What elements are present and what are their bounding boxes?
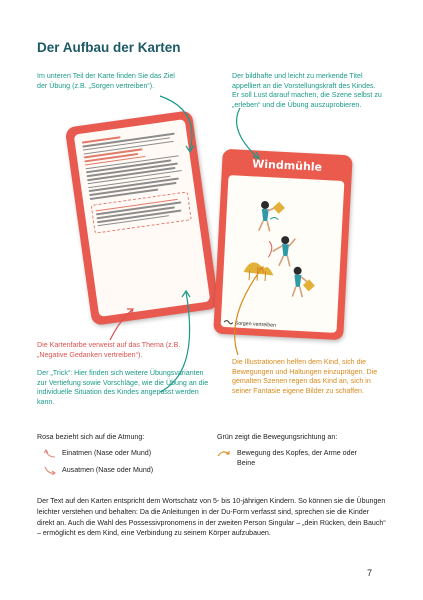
card-illustration-area	[221, 175, 345, 333]
legend-movement	[217, 449, 367, 468]
inhale-label: Einatmen (Nase oder Mund)	[62, 449, 152, 457]
legend-movement-heading: Grün zeigt die Bewegungsrichtung an:	[217, 433, 338, 441]
note-title: Der bildhafte und leicht zu merkende Titel appelliert an die Vorstellungskraft des Kindes. Er soll Lust darauf machen, die Szene selbst zu „erleben“ und die Übung auszuprobieren.	[232, 72, 382, 109]
card-back-text-area	[74, 119, 211, 317]
body-paragraph: Der Text auf den Karten entspricht dem Wortschatz von 5- bis 10-jährigen Kindern. So können sie die Übungen leichter verstehen und behalten: Da die Anleitungen in der Du-Form verfasst sind, sprechen sie die Kinder direkt an. Auch die Wahl des Possessivpronomens in der zweiten Person Singular – „dein Rücken, dein Bauch“ – ermöglicht es dem Kind, eine Verbindung zu seinem Körper aufzubauen.	[37, 497, 386, 538]
card-goal-label: Sorgen vertreiben	[234, 320, 277, 329]
legend-breathing-heading: Rosa bezieht sich auf die Atmung:	[37, 433, 145, 441]
movement-arrow-icon	[217, 449, 231, 462]
note-trick: Der „Trick“: Hier finden sich weitere Übungsvarianten zur Vertiefung sowie Vorschläge, wie die Übung an die individuelle Situation des Kindes angepasst werden kann.	[37, 369, 209, 406]
exhale-label: Ausatmen (Nase oder Mund)	[62, 466, 154, 474]
card-front	[213, 149, 353, 341]
note-color: Die Kartenfarbe verweist auf das Thema (z.B. „Negative Gedanken vertreiben“).	[37, 341, 181, 359]
legend-inhale	[44, 449, 151, 462]
card-back	[65, 110, 220, 326]
page-number: 7	[367, 568, 373, 578]
page-title: Der Aufbau der Karten	[37, 40, 181, 55]
legend-exhale	[44, 466, 153, 479]
wind-icon	[224, 319, 233, 327]
inhale-arrow-icon	[44, 449, 56, 462]
card-title: Windmühle	[251, 157, 323, 174]
note-illustrations: Die Illustrationen helfen dem Kind, sich die Bewegungen und Haltungen einzuprägen. Die gemalten Szenen regen das Kind an, sich in seiner Fantasie eigene Bilder zu schaffen.	[232, 358, 378, 395]
card-footer	[224, 319, 277, 330]
child-windmill-illustration	[221, 175, 345, 333]
movement-label: Bewegung des Kopfes, der Arme oder Beine	[237, 449, 357, 467]
exhale-arrow-icon	[44, 466, 56, 479]
note-goal: Im unteren Teil der Karte finden Sie das Ziel der Übung (z.B. „Sorgen vertreiben“).	[37, 72, 175, 90]
